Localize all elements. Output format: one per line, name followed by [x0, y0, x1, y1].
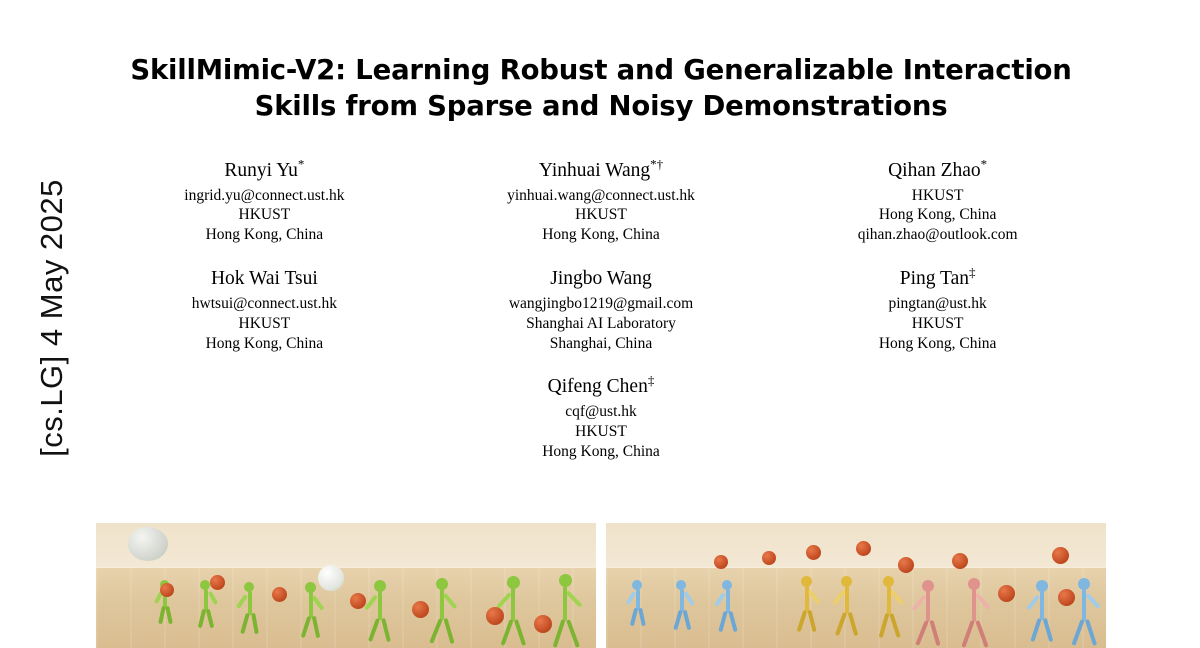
author-mark: *†: [650, 156, 664, 172]
basketball: [412, 601, 429, 618]
character-leg: [673, 610, 682, 630]
character-leg: [879, 613, 890, 638]
basketball: [1052, 547, 1069, 564]
author-email[interactable]: qihan.zhao@outlook.com: [857, 226, 1018, 244]
character-leg: [312, 616, 320, 638]
author-affiliation: HKUST: [238, 314, 291, 332]
character-leg: [630, 608, 638, 626]
character-leg: [206, 609, 214, 628]
author-location: Shanghai, China: [549, 334, 653, 352]
character-leg: [728, 611, 737, 632]
author-block: [769, 156, 1106, 245]
character-green: [236, 582, 260, 634]
character-torso: [511, 588, 515, 621]
author-block: [433, 156, 770, 245]
character-arm: [714, 592, 726, 607]
character-torso: [378, 591, 382, 620]
character-arm: [626, 591, 636, 605]
character-leg: [638, 608, 646, 626]
basketball: [210, 575, 225, 590]
author-affiliation: HKUST: [575, 206, 627, 224]
author-name: [96, 156, 433, 184]
author-row: [96, 156, 1106, 245]
character-arm: [496, 592, 512, 609]
character-arm: [1026, 595, 1040, 611]
basketball: [1058, 589, 1075, 606]
basketball: [806, 545, 821, 560]
character-blue: [668, 580, 692, 630]
basketball: [952, 553, 968, 569]
author-email[interactable]: hwtsui@connect.ust.hk: [191, 294, 337, 312]
character-blue: [714, 580, 738, 632]
paper-column: [96, 0, 1106, 648]
author-name: [769, 264, 1106, 292]
author-row: [96, 372, 1106, 461]
character-leg: [240, 613, 250, 634]
character-blue: [1026, 580, 1054, 642]
author-name-text: Jingbo Wang: [550, 268, 652, 290]
author-row: [96, 264, 1106, 353]
author-name-text: Qifeng Chen: [547, 376, 648, 398]
background-wall: [96, 523, 596, 567]
basketball: [762, 551, 776, 565]
author-mark: ‡: [969, 264, 976, 280]
character-head: [507, 576, 520, 589]
character-torso: [926, 591, 930, 622]
character-leg: [835, 612, 847, 636]
author-email[interactable]: wangjingbo1219@gmail.com: [508, 294, 694, 312]
author-email[interactable]: pingtan@ust.hk: [888, 294, 987, 312]
character-leg: [1085, 619, 1097, 646]
character-green: [364, 580, 392, 642]
author-email[interactable]: ingrid.yu@connect.ust.hk: [184, 186, 345, 204]
character-torso: [1082, 589, 1086, 621]
title-line-2: Skills from Sparse and Noisy Demonstrations: [254, 90, 948, 123]
basketball: [350, 593, 366, 609]
author-name-text: Hok Wai Tsui: [210, 268, 318, 290]
author-name: [433, 267, 770, 292]
teaser-figure: [96, 523, 1106, 648]
author-block: [433, 372, 770, 461]
character-torso: [726, 589, 730, 613]
character-green: [548, 574, 578, 648]
character-leg: [915, 620, 928, 646]
character-blue: [1068, 578, 1096, 646]
character-leg: [381, 618, 391, 642]
author-location: Hong Kong, China: [878, 206, 997, 224]
author-affiliation: Shanghai AI Laboratory: [526, 314, 676, 332]
author-block: [433, 267, 770, 353]
character-leg: [848, 612, 858, 636]
author-name: [433, 156, 770, 184]
character-leg: [961, 620, 974, 648]
character-leg: [807, 610, 816, 632]
author-mark: *: [980, 156, 988, 172]
basketball: [714, 555, 728, 569]
author-list: [96, 156, 1106, 462]
character-leg: [198, 609, 206, 628]
basketball: [534, 615, 552, 633]
author-affiliation: HKUST: [911, 314, 964, 332]
author-location: Hong Kong, China: [878, 334, 997, 352]
basketball: [898, 557, 914, 573]
title-line-1: SkillMimic-V2: Learning Robust and Generalizable Interaction: [130, 54, 1072, 86]
character-arm: [832, 590, 846, 606]
character-leg: [929, 620, 940, 646]
author-affiliation: HKUST: [575, 423, 627, 441]
arxiv-stamp: [cs.LG] 4 May 2025: [34, 179, 69, 457]
character-leg: [301, 616, 312, 638]
character-leg: [683, 610, 692, 630]
author-location: Hong Kong, China: [205, 226, 324, 244]
author-block: [96, 156, 433, 245]
author-name-text: Ping Tan: [899, 268, 969, 290]
character-yellow: [874, 576, 900, 638]
character-blue: [624, 580, 648, 626]
character-torso: [845, 586, 849, 614]
author-block: [769, 264, 1106, 353]
character-leg: [501, 619, 514, 646]
character-leg: [429, 618, 442, 644]
author-name: [96, 267, 433, 292]
right-teaser-panel: [606, 523, 1106, 648]
author-mark: *: [297, 156, 305, 172]
author-location: Hong Kong, China: [205, 334, 324, 352]
author-affiliation: HKUST: [238, 206, 291, 224]
character-head: [559, 574, 572, 587]
author-affiliation: HKUST: [911, 186, 964, 204]
character-arm: [236, 594, 248, 609]
author-name: [433, 372, 770, 400]
character-leg: [566, 619, 580, 648]
character-torso: [1040, 591, 1044, 620]
character-leg: [514, 619, 526, 646]
character-torso: [248, 591, 252, 615]
character-arm: [364, 595, 378, 611]
author-name-text: Yinhuai Wang: [538, 159, 651, 181]
author-location: Hong Kong, China: [542, 443, 660, 461]
character-yellow: [792, 576, 818, 632]
character-leg: [251, 613, 259, 634]
character-leg: [553, 619, 566, 648]
author-email[interactable]: yinhuai.wang@connect.ust.hk: [507, 186, 695, 204]
character-leg: [718, 611, 727, 632]
character-leg: [1043, 618, 1053, 642]
author-name: [769, 156, 1106, 184]
author-location: Hong Kong, China: [542, 226, 660, 244]
character-pink: [958, 578, 986, 648]
character-leg: [1030, 618, 1041, 642]
basketball: [272, 587, 287, 602]
cloth-object: [128, 527, 168, 561]
basketball: [998, 585, 1015, 602]
basketball: [160, 583, 174, 597]
character-leg: [889, 613, 901, 638]
character-leg: [368, 618, 380, 642]
author-email[interactable]: cqf@ust.hk: [565, 403, 637, 421]
character-green: [296, 582, 322, 638]
character-leg: [797, 610, 808, 632]
basketball: [486, 607, 504, 625]
author-mark: ‡: [647, 372, 655, 388]
basketball: [856, 541, 871, 556]
character-leg: [1072, 619, 1085, 646]
character-leg: [443, 618, 454, 644]
character-leg: [165, 606, 173, 624]
author-block: [96, 267, 433, 353]
character-yellow: [832, 576, 858, 636]
character-arm: [912, 595, 927, 611]
author-name-text: Qihan Zhao: [888, 159, 981, 181]
character-torso: [636, 589, 640, 610]
character-pink: [912, 580, 940, 646]
character-green: [426, 578, 454, 644]
left-teaser-panel: [96, 523, 596, 648]
page-title: [96, 52, 1106, 125]
author-name-text: Runyi Yu: [224, 159, 298, 181]
